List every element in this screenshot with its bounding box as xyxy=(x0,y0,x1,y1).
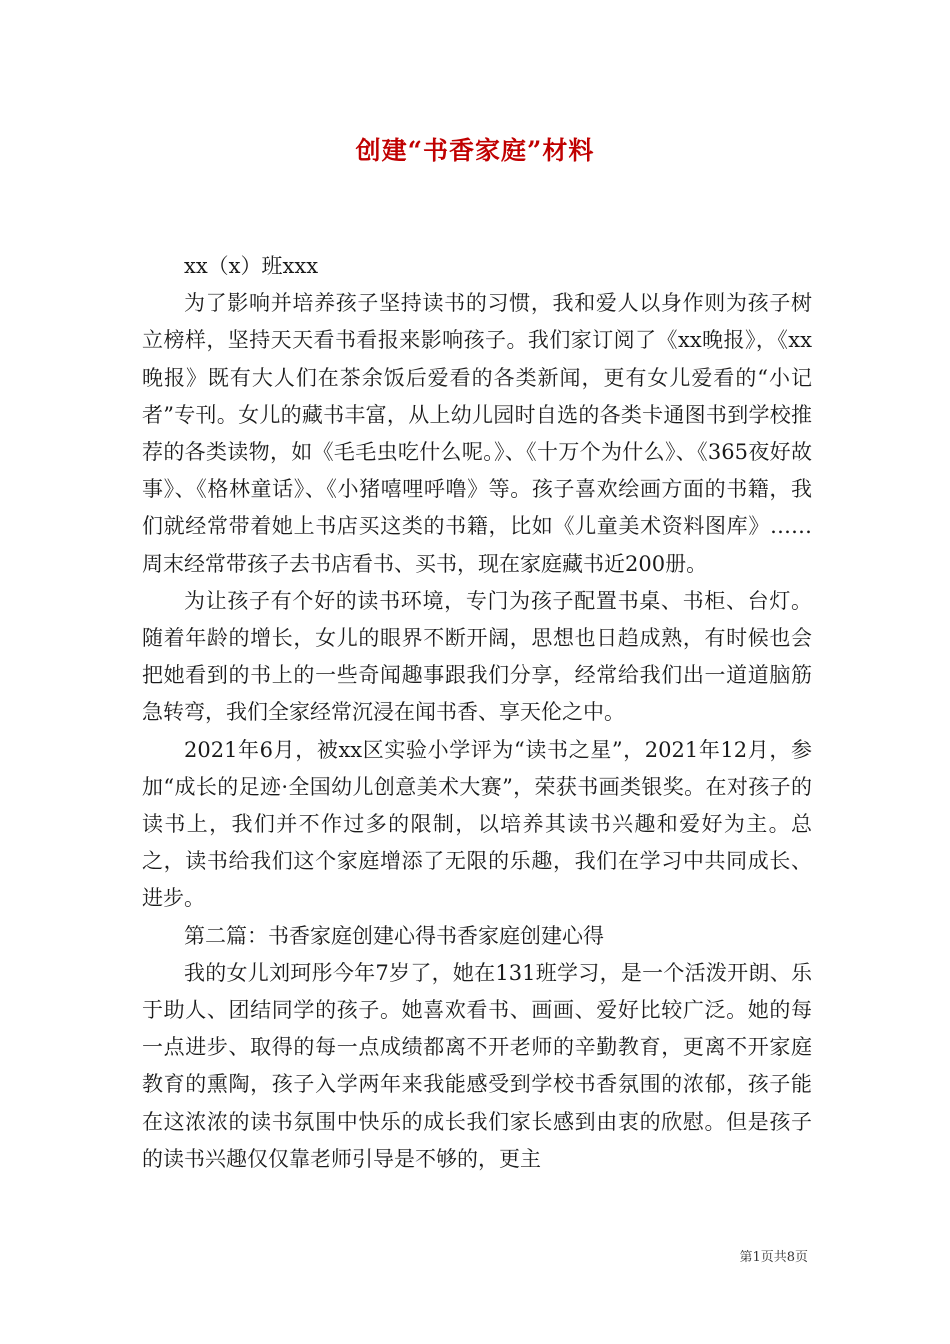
page-number: 第1页共8页 xyxy=(739,1250,808,1265)
author-line: xx（x）班xxx xyxy=(184,254,319,278)
body-paragraph: 2021年6月，被xx区实验小学评为“读书之星”，2021年12月，参加“成长的足迹·全国幼儿创意美术大赛”，荣获书画类银奖。在对孩子的读书上，我们并不作过多的限制，以培养其读书兴趣和爱好为主。总之，读书给我们这个家庭增添了无限的乐趣，我们在学习中共同成长、进步。 xyxy=(142,737,812,911)
document-title: 创建“书香家庭”材料 xyxy=(355,136,595,165)
section-heading: 第二篇：书香家庭创建心得书香家庭创建心得 xyxy=(184,923,604,948)
body-paragraph: 为了影响并培养孩子坚持读书的习惯，我和爱人以身作则为孩子树立榜样，坚持天天看书看报来影响孩子。我们家订阅了《xx晚报》，《xx晚报》既有大人们在茶余饭后爱看的各类新闻，更有女儿爱看的“小记者”专刊。女儿的藏书丰富，从上幼儿园时自选的各类卡通图书到学校推荐的各类读物，如《毛毛虫吃什么呢。》、《十万个为什么》、《365夜好故事》、《格林童话》、《小猪嘻哩呼噜》等。孩子喜欢绘画方面的书籍，我们就经常带着她上书店买这类的书籍，比如《儿童美术资料图库》……周末经常带孩子去书店看书、买书，现在家庭藏书近200册。 xyxy=(142,291,812,576)
body-paragraph: 我的女儿刘珂彤今年7岁了，她在131班学习，是一个活泼开朗、乐于助人、团结同学的孩子。她喜欢看书、画画、爱好比较广泛。她的每一点进步、取得的每一点成绩都离不开老师的辛勤教育，更离不开家庭教育的熏陶，孩子入学两年来我能感受到学校书香氛围的浓郁，孩子能在这浓浓的读书氛围中快乐的成长我们家长感到由衷的欣慰。但是孩子的读书兴趣仅仅靠老师引导是不够的，更主 xyxy=(142,960,812,1171)
document-body xyxy=(142,248,812,1178)
body-paragraph: 为让孩子有个好的读书环境，专门为孩子配置书桌、书柜、台灯。随着年龄的增长，女儿的眼界不断开阔，思想也日趋成熟，有时候也会把她看到的书上的一些奇闻趣事跟我们分享，经常给我们出一道道脑筋急转弯，我们全家经常沉浸在闻书香、享天伦之中。 xyxy=(142,588,812,725)
